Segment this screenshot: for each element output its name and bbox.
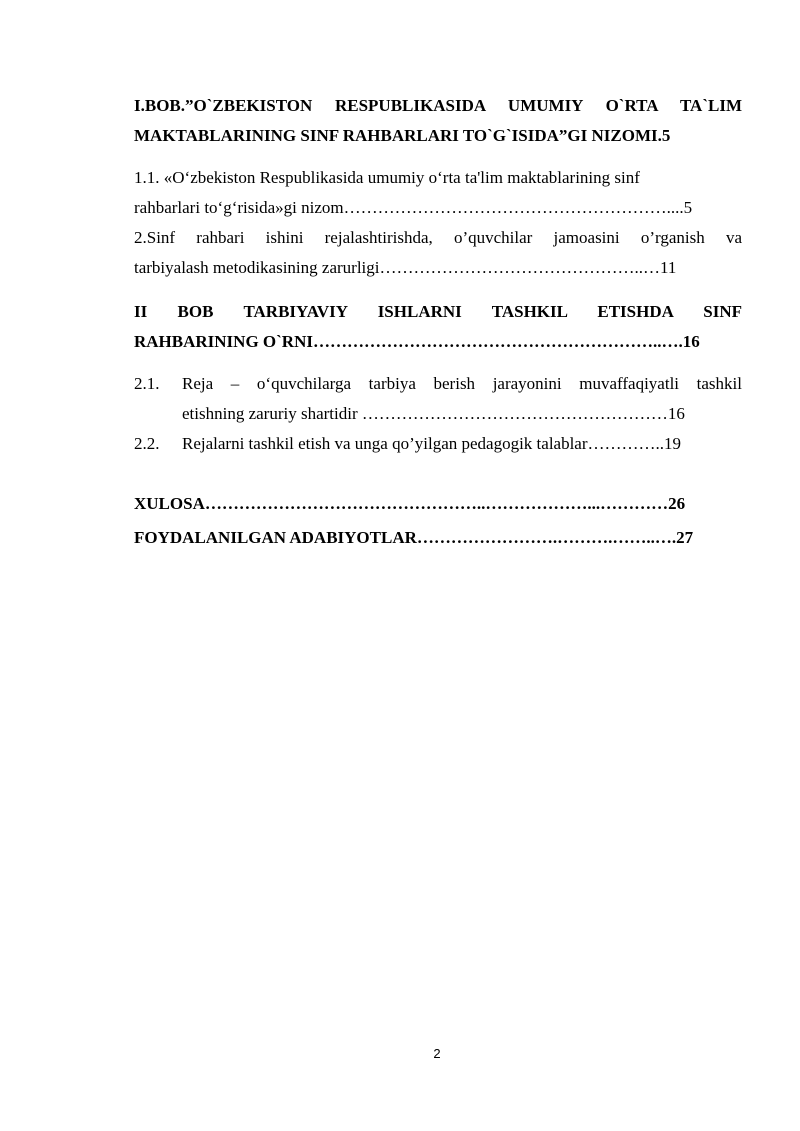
toc-section-2-1-line-2: etishning zaruriy shartidir ………………………………………………16 — [182, 404, 685, 423]
toc-section-2-2-number: 2.2. — [134, 434, 160, 453]
toc-section-2-line-2: tarbiyalash metodikasining zarurligi………………………………………..…11 — [134, 258, 677, 277]
toc-section-2-1 — [134, 369, 742, 429]
toc-chapter-2-subsections — [134, 369, 742, 459]
toc-section-2-1-number: 2.1. — [134, 374, 160, 393]
table-of-contents — [134, 91, 742, 553]
toc-references-text: FOYDALANILGAN ADABIYOTLAR…………………….……….……..….27 — [134, 528, 694, 547]
toc-chapter-1 — [134, 91, 742, 151]
toc-chapter-1-line-1: I.BOB.”O`ZBEKISTON RESPUBLIKASIDA UMUMIY O`RTA TA`LIM — [134, 96, 742, 115]
toc-section-1-1 — [134, 163, 742, 223]
page-number: 2 — [433, 1046, 441, 1061]
toc-chapter-2-line-2: RAHBARINING O`RNI……………………………………………………..….16 — [134, 332, 700, 351]
toc-chapter-2 — [134, 297, 742, 357]
toc-section-1-1-line-2: rahbarlari to‘g‘risida»gi nizom…………………………………………………....5 — [134, 198, 693, 217]
toc-chapter-1-line-2: MAKTABLARINING SINF RAHBARLARI TO`G`ISIDA”GI NIZOMI.5 — [134, 126, 671, 145]
toc-conclusion-text: XULOSA…………………………………………..………………...…………26 — [134, 494, 686, 513]
toc-chapter-2-line-1: II BOB TARBIYAVIY ISHLARNI TASHKIL ETISHDA SINF — [134, 302, 742, 321]
toc-section-2-1-line-1: Reja – o‘quvchilarga tarbiya berish jarayonini muvaffaqiyatli tashkil — [182, 374, 742, 393]
toc-section-2-2-line-1: Rejalarni tashkil etish va unga qo’yilgan pedagogik talablar…………..19 — [182, 434, 682, 453]
toc-section-2-line-1: 2.Sinf rahbari ishini rejalashtirishda, o’quvchilar jamoasini o’rganish va — [134, 228, 742, 247]
toc-section-2-2 — [134, 429, 742, 459]
toc-references — [134, 523, 742, 553]
toc-conclusion — [134, 489, 742, 519]
toc-section-1-1-line-1: 1.1. «O‘zbekiston Respublikasida umumiy o‘rta ta'lim maktablarining sinf — [134, 168, 640, 187]
toc-section-2 — [134, 223, 742, 283]
